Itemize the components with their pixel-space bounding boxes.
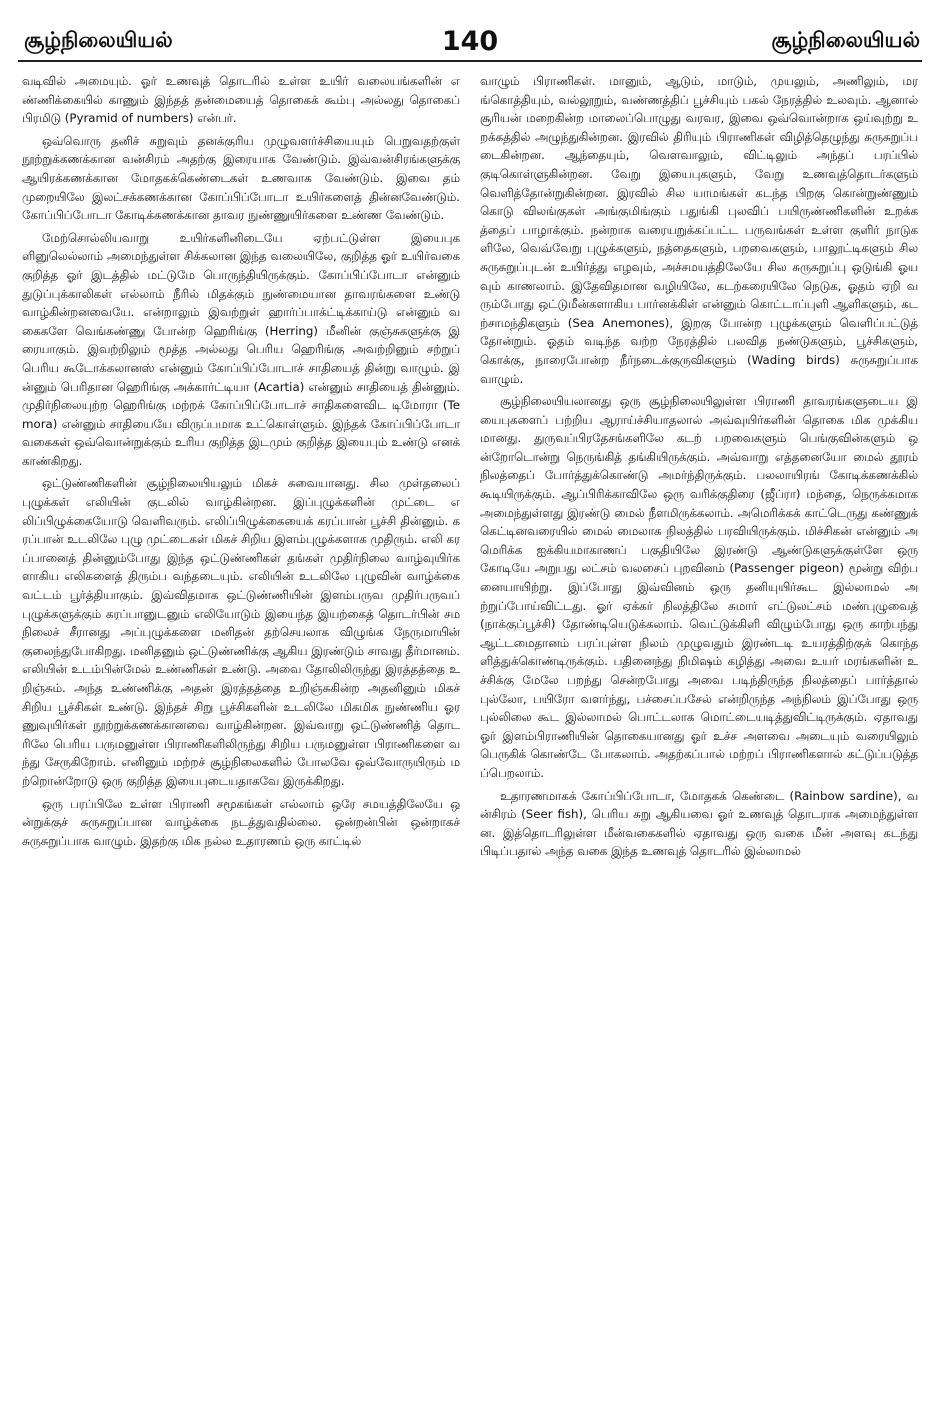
- paragraph: ஒரு பரப்பிலே உள்ள பிராணி சமூகங்கள் எல்லாம் ஒரே சமயத்திலேயே ஒன்றுக்குச் சுருசுறுப்பான வாழ்க்கை நடத்துவதில்லை. ஒன்றன்பின் ஒன்றாகச் சுருசுறுப்பாக வாழும். இதற்கு மிக நல்ல உதாரணம் ஒரு காட்டில்: [22, 796, 460, 848]
- running-head-right: சூழ்நிலையியல்: [771, 28, 920, 52]
- paragraph: வடிவில் அமையும். ஓர் உணவுத் தொடரில் உள்ள உயிர் வலையங்களின் எண்ணிக்கையில் காணும் இந்தத் தன்மையைத் தொகைக் கூம்பு அல்லது தொகைப் பிரமிடு (Pyramid of numbers) என்பர்.: [22, 74, 460, 126]
- running-head-left: சூழ்நிலையியல்: [24, 28, 173, 52]
- paragraph: வாழும் பிராணிகள். மானும், ஆடும், மாடும், முயலும், அணிலும், மரங்கொத்தியும், வல்லூறும், வண்ணத்திப் பூச்சியும் பகல் நேரத்தில் உலவும். ஆனால் சூரியன் மறைகின்ற மாலைப்பொழுது வரவர, இவை ஒவ்வொன்றாக ஒய்வுற்று உறக்கத்தில் அழுந்துகின்றன. இரவில் திரியும் பிராணிகள் விழித்தெழுந்து சுருசுறுப்படைகின்றன. ஆந்தையும், வௌவாலும், விட்டிலும் அந்தப் பரப்பில் குடிகொள்ளுகின்றன. வேறு இயைபுகளும், வேறு உணவுத்தொடர்களும் வெளித்தோன்றுகின்றன. இரவில் சில யாமங்கள் கடந்த பிறகு கொன்றுண்ணும் கொடு விலங்குகள் அங்குமிங்கும் பதுங்கி புலவிப் பயிருண்ணிகளின் உறக்கத்தைப் பாழாக்கும். நன்றாக வரையறுக்கப்பட்ட பருவங்கள் உள்ள குளிர் நாடுகளிலே, வெவ்வேறு புழுக்களும், நத்தைகளும், பறவைகளும், பாலூட்டிகளும் சில சுருசுறுப்புடன் உயிர்த்து எழவும், அச்சமயத்திலேயே சில சுருசுறுப்பு ஒடுங்கி ஓயவும் காணலாம். இதேவிதமான வழியிலே, கடற்கரையிலே நெடுக, ஓதம் ஏறி வரும்போது ஒட்டுமீன்களாகிய பார்னக்கிள் என்னும் கொட்டாப்புளி ஆளிகளும், கடற்சாமந்திகளும் (Sea Anemones), இறகு போன்ற புழுக்களும் வெளிப்பட்டுத் தோன்றும். ஓதம் வடிந்த வற்ற நேரத்தில் பலவித நண்டுகளும், பூச்சிகளும், கொக்கு, நாரைபோன்ற நீர்நடைக்குருவிகளும் (Wading birds) சுருசுறுப்பாக வாழும்.: [480, 74, 918, 386]
- header-rule: [18, 60, 922, 62]
- paragraph: மேற்சொல்லியவாறு உயிர்களினிடையே ஏற்பட்டுள்ள இயைபுகளினுலெல்லாம் அமைந்துள்ள சிக்கலான இந்த வலையிலே, குறித்த ஓர் உயிர்வகை குறித்த ஓர் இடத்தில் மட்டுமே பொருந்தியிருக்கும். கோப்பிப்போடா என்னும் துடுப்புக்காலிகள் எல்லாம் நீரில் மிதக்கும் நுண்மையான தாவரங்களை உண்டு வாழ்கின்றனவையே. என்றாலும் இவற்றுள் ஹார்ப்பாக்ட்டிக்காய்டு என்னும் வகைகளே வெங்கண்ணு போன்ற ஹெரிங்கு (Herring) மீனின் குஞ்சுகளுக்கு இரையாகும். இவற்றிலும் மூத்த அல்லது பெரிய ஹெரிங்கு அவற்றினும் சற்றுப் பெரிய கூடோக்கலானஸ் என்னும் கோப்பிப்போடாச் சாதியைத் தின்று வாழும். இன்னும் பெரிதான ஹெரிங்கு அக்கார்ட்டியா (Acartia) என்னும் சாதியைத் தின்னும். முதிர்நிலையுற்ற ஹெரிங்கு மற்றக் கோப்பிப்போடாச் சாதிகளைவிட டிமோரா (Temora) என்னும் சாதியையே விருப்பமாக உட்கொள்ளும். இந்தக் கோப்பிப்போடா வகைகள் ஒவ்வொன்றுக்கும் உரிய குறித்த இடமும் குறித்த இயைபும் உண்டு எனக் காண்கிறது.: [22, 230, 460, 468]
- left-column: [22, 72, 460, 1417]
- page-number: 140: [441, 26, 499, 57]
- text-columns: [22, 72, 918, 1417]
- paragraph: ஒட்டுண்ணிகளின் சூழ்நிலையியலும் மிகச் சுவையானது. சில முள்தலைப் புழுக்கள் எலியின் குடலில் வாழ்கின்றன. இப்புழுக்களின் முட்டை எலிப்பிழுக்கையோடு வெளிவரும். எலிப்பிழுக்கையைக் கரப்பான் பூச்சி தின்னும். கரப்பான் உடலிலே புழு முட்டைகள் மிகச் சிறிய இளம்புழுக்களாக முதிரும். எலி கரப்பானைத் தின்னும்போது இந்த ஒட்டுண்ணிகள் தங்கள் முதிர்நிலை வாழ்வுயிர்களாகிய எலிகளைத் திரும்ப வந்தடையும். எலியின் உடலிலே புழுவின் வாழ்க்கை வட்டம் பூர்த்தியாகும். இவ்விதமாக ஒட்டுண்ணியின் இளம்பருவ முதிர்பருவப் புழுக்களுக்கும் கரப்பானுடனும் எலியோடும் இயைந்த இயற்கைத் தொடர்பின் சமநிலைச் சீரானது அப்புழுக்களை மனிதன் தற்செயலாக விழுங்க நேருமாயின் குலைந்துபோகிறது. மனிதனும் ஒட்டுண்ணிக்கு ஆகிய இரண்டும் சாவது தீர்மானம். எலியின் உடம்பின்மேல் உண்ணிகள் உண்டு. அவை தோலிலிருந்து இரத்தத்தை உறிஞ்சும். அந்த உண்ணிக்கு அதன் இரத்தத்தை உறிஞ்சுகின்ற அதனினும் மிகச் சிறிய பூச்சிகள் உண்டு. இந்தச் சிறு பூச்சிகளின் உடலிலே மிகமிக நுண்ணிய ஓரணுவுயிர்கள் நூற்றுக்கணக்கானவை வாழ்கின்றன. இவ்வாறு ஒட்டுண்ணித் தொடரிலே பெரிய பருமனுள்ள பிராணிகளிலிருந்து சிறிய பருமனுள்ள பிராணிகளை வந்து சேருகிறோம். எனினும் மற்றச் சூழ்நிலைகளில் போலவே ஒவ்வோருயிரும் மற்றொன்றோடு ஒரு குறித்த இயைபுடையதாகவே இருக்கிறது.: [22, 476, 460, 788]
- paragraph: உதாரணமாகக் கோப்பிப்போடா, மோதகக் கெண்டை (Rainbow sardine), வன்சிரம் (Seer fish), பெரிய சுறு ஆகியவை ஓர் உணவுத் தொடராக அமைந்துள்ளன. இத்தொடரிலுள்ள மீன்வகைகளில் ஏதாவது ஒரு வகை மீன் அளவு கடந்து பிடிப்பதால் அந்த வகை இந்த உணவுத் தொடரில் இல்லாமல்: [480, 788, 918, 859]
- paragraph: ஒவ்வொரு தனிச் சுறுவும் தனக்குரிய முழுவளர்ச்சியையும் பெறுவதற்குள் நூற்றுக்கணக்கான வன்சிரம் அதற்கு இரையாக வேண்டும். இவ்வன்சிரங்களுக்கு ஆயிரக்கணக்கான மோதகக்கெண்டைகள் உணவாக வேண்டும். இவை தம் முறையிலே இலட்சக்கணக்கான கோப்பிப்போடா உயிர்களைத் தின்னவேண்டும். கோப்பிப்போடா கோடிக்கணக்கான தாவர நுண்ணுயிர்களை உண்ண வேண்டும்.: [22, 133, 460, 223]
- paragraph: சூழ்நிலையியலானது ஒரு சூழ்நிலையிலுள்ள பிராணி தாவரங்களுடைய இயைபுகளைப் பற்றிய ஆராய்ச்சியாதலால் அவ்வுயிர்களின் தொகை மிக முக்கியமானது. துருவப்பிரதேசங்களிலே கடற் பறவைகளும் பெங்குவின்களும் ஒன்றோடொன்று நெருங்கித் தங்கியிருக்கும். அவ்வாறு எத்தனையோ மைல் தூரம் நிலத்தைப் போர்த்துக்கொண்டு அமர்ந்திருக்கும். பலலாயிரங் கோடிக்கணக்கில் கூடியிருக்கும். ஆப்பிரிக்காவிலே ஒரு வரிக்குதிரை (ஜீப்ரா) மந்தை, நெருக்கமாக அமைந்துள்ளது இரண்டு மைல் நீளமிருக்கலாம். அமெரிக்கக் காட்டெருது கண்ணுக் கெட்டினவரையில் மைல் மைலாக நிலத்தில் பரவியிருக்கும். மிச்சிகன் என்னும் அமெரிக்க ஐக்கியமாகாணப் பகுதியிலே இரண்டு ஆண்டுகளுக்குள்ளே ஒரு கோடியே அறுபது லட்சம் வலசைப் புறவினம் (Passenger pigeon) மூன்று விற்பனையாயிற்று. இப்போது இவ்வினம் ஒரு தனியுயிர்கூட இல்லாமல் அற்றுப்போய்விட்டது. ஓர் ஏக்கர் நிலத்திலே சுமார் எட்டுலட்சம் மண்புழுவைத் (நாக்குப்பூச்சி) தோண்டியெடுக்கலாம். வெட்டுக்கிளி விழும்போது ஒரு காற்பந்து ஆட்டமைதானம் பரப்புள்ள நிலம் முழுவதும் இரண்டடி உயரத்திற்குக் கொந்தளித்துக்கொண்டிருக்கும். பதினைந்து நிமிஷம் கழித்து அவை உயர் மரங்களின் உச்சிக்கு மேலே பறந்து சென்றபோது அவை படிந்திருந்த நிலத்தைப் பார்த்தால் புல்லோ, பயிரோ வளர்ந்து, பச்சைப்பசேல் என்றிருந்த அந்நிலம் இப்போது ஒரு புல்லிலை கூட இல்லாமல் பொட்டலாக மொட்டையடித்துவிட்டிருக்கும். ஏதாவது ஓர் இளம்பிராணியின் தொகையானது ஓர் உச்ச அளவை அடையும் வரையிலும் பெருகிக் கொண்டே போகலாம். அதற்கப்பால் மற்றப் பிராணிகளால் கட்டுப்படுத்தப்பெறலாம்.: [480, 394, 918, 780]
- right-column: [480, 72, 918, 1417]
